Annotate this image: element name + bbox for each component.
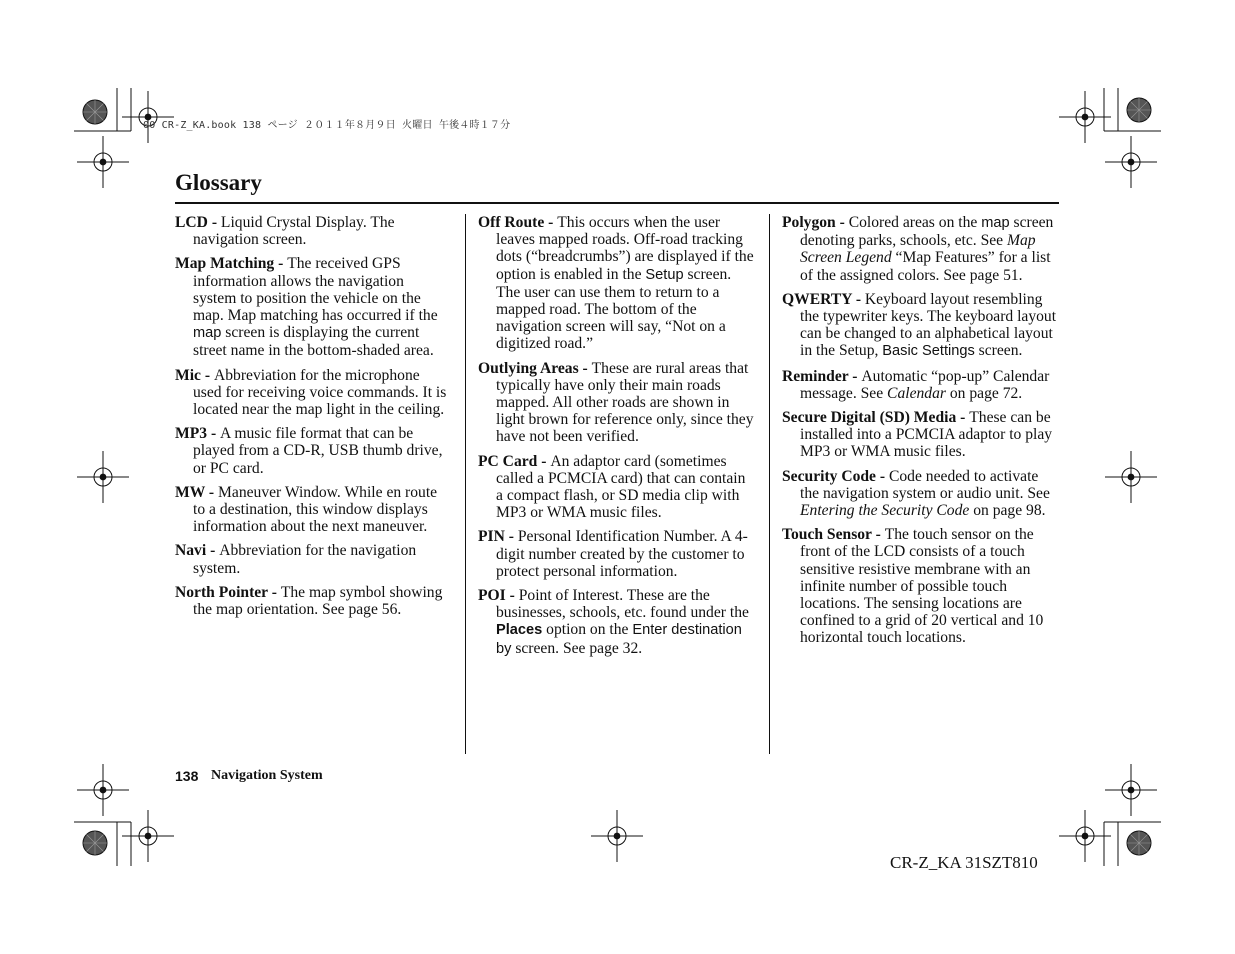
glossary-definition: These are rural areas that typically have only their main roads mapped. All other roads are shown in light brown for reference only, since they have not been verified. xyxy=(496,359,754,446)
glossary-term: Secure Digital (SD) Media - xyxy=(782,409,970,427)
glossary-entry-mw xyxy=(175,484,447,536)
glossary-entry-pc-card xyxy=(478,453,754,522)
glossary-definition: The received GPS information allows the navigation system to position the vehicle on the map. Map matching has occurred if the xyxy=(193,255,438,325)
glossary-entry-mic xyxy=(175,367,447,419)
glossary-term: PIN - xyxy=(478,528,518,546)
page-title: Glossary xyxy=(175,170,262,195)
print-file-info: 00 CR-Z_KA.book 138 ページ ２０１１年８月９日 火曜日 午後４時１７分 xyxy=(143,120,511,131)
glossary-entry-off-route xyxy=(478,214,754,353)
glossary-definition: Abbreviation for the navigation system. xyxy=(193,542,417,577)
glossary-definition: on page 98. xyxy=(969,502,1046,520)
glossary-term: MW - xyxy=(175,483,219,501)
glossary-definition: Colored areas on the xyxy=(848,214,982,231)
cross-reference: Calendar xyxy=(887,384,946,402)
glossary-definition: Maneuver Window. While en route to a destination, this window displays information about the next maneuver. xyxy=(193,483,438,536)
cross-reference: Entering the Security Code xyxy=(800,502,970,520)
glossary-entry-qwerty xyxy=(782,291,1060,361)
glossary-entry-pin xyxy=(478,528,754,580)
glossary-definition: These can be installed into a PCMCIA adaptor to play MP3 or WMA music files. xyxy=(800,409,1053,461)
glossary-definition: Personal Identification Number. A 4-digit number created by the customer to protect personal information. xyxy=(496,528,748,580)
glossary-definition: on page 72. xyxy=(945,384,1023,402)
glossary-term: LCD - xyxy=(175,214,221,231)
glossary-term: MP3 - xyxy=(175,425,221,443)
glossary-entry-polygon xyxy=(782,214,1060,284)
ui-screen-name-setup: Setup xyxy=(645,266,684,283)
glossary-term: Security Code - xyxy=(782,467,889,485)
ui-screen-name-map: map xyxy=(981,215,1010,231)
glossary-entry-poi xyxy=(478,587,754,658)
glossary-term: Reminder - xyxy=(782,367,862,385)
glossary-term: Polygon - xyxy=(782,214,849,231)
glossary-definition: “Map Features” for a list of the assigned colors. See page 51. xyxy=(800,249,1051,284)
glossary-definition: screen is displaying the current street name in the bottom-shaded area. xyxy=(193,324,434,360)
glossary-entry-north-pointer xyxy=(175,584,447,618)
glossary-definition: screen. xyxy=(974,342,1023,360)
glossary-column-1 xyxy=(175,214,447,625)
glossary-definition: The touch sensor on the front of the LCD consists of a touch sensitive resistive membrane with an infinite number of possible touch locations. The sensing locations are confined to a grid of 20 vertical and 10 horizontal touch locations. xyxy=(800,526,1044,647)
cross-reference: Map Screen Legend xyxy=(800,232,1036,267)
ui-option-name-places: Places xyxy=(496,622,543,639)
glossary-entry-navi xyxy=(175,542,447,576)
glossary-definition: screen. The user can use them to return to a mapped road. The bottom of the navigation screen will say, “Not on a digitized road.” xyxy=(496,265,732,353)
glossary-definition: Abbreviation for the microphone used for receiving voice commands. It is located near the map light in the ceiling. xyxy=(193,366,447,419)
glossary-column-3 xyxy=(782,214,1060,654)
glossary-entry-map-matching xyxy=(175,255,447,359)
glossary-term: PC Card - xyxy=(478,452,551,470)
glossary-definition: This occurs when the user leaves mapped roads. Off-road tracking dots (“breadcrumbs”) are displayed if the option is enabled in the xyxy=(496,214,754,283)
title-rule xyxy=(175,202,1059,204)
ui-screen-name-enter-destination-by: Enter destination by xyxy=(496,622,742,657)
column-divider xyxy=(465,214,466,754)
glossary-term: POI - xyxy=(478,587,519,605)
page-number: 138 xyxy=(175,768,199,784)
glossary-term: Mic - xyxy=(175,366,214,384)
glossary-definition: screen. See page 32. xyxy=(511,639,643,657)
glossary-entry-security-code xyxy=(782,468,1060,520)
glossary-entry-lcd xyxy=(175,214,447,248)
glossary-term: North Pointer - xyxy=(175,583,281,601)
glossary-definition: Point of Interest. These are the businesses, schools, etc. found under the xyxy=(496,587,749,622)
glossary-entry-secure-digital xyxy=(782,409,1060,461)
glossary-term: Map Matching - xyxy=(175,255,288,273)
glossary-term: Off Route - xyxy=(478,214,558,231)
glossary-term: Touch Sensor - xyxy=(782,526,885,544)
glossary-term: QWERTY - xyxy=(782,290,865,308)
glossary-definition: An adaptor card (sometimes called a PCMCIA card) that can contain a compact flash, or SD media clip with MP3 or WMA music files. xyxy=(496,452,746,522)
glossary-term: Outlying Areas - xyxy=(478,359,592,377)
column-divider xyxy=(769,214,770,754)
glossary-definition: Code needed to activate the navigation system or audio unit. See xyxy=(800,467,1050,502)
document-code: CR-Z_KA 31SZT810 xyxy=(890,853,1038,872)
glossary-definition: screen denoting parks, schools, etc. See xyxy=(800,214,1054,250)
glossary-definition: option on the xyxy=(542,621,633,639)
ui-screen-name-basic-settings: Basic Settings xyxy=(882,343,975,360)
glossary-entry-mp3 xyxy=(175,425,447,477)
glossary-column-2 xyxy=(478,214,754,665)
glossary-definition: Liquid Crystal Display. The navigation screen. xyxy=(193,214,395,249)
glossary-entry-reminder xyxy=(782,368,1060,402)
glossary-definition: The map symbol showing the map orientation. See page 56. xyxy=(193,583,443,619)
glossary-term: Navi - xyxy=(175,542,220,560)
glossary-definition: Keyboard layout resembling the typewriter keys. The keyboard layout can be changed to an alphabetical layout in the Setup, xyxy=(800,290,1057,360)
glossary-definition: Automatic “pop-up” Calendar message. See xyxy=(800,367,1050,402)
glossary-entry-outlying-areas xyxy=(478,360,754,446)
section-name: Navigation System xyxy=(211,768,323,783)
glossary-definition: A music file format that can be played from a CD-R, USB thumb drive, or PC card. xyxy=(193,425,443,477)
ui-screen-name-map: map xyxy=(193,325,222,342)
glossary-entry-touch-sensor xyxy=(782,526,1060,646)
